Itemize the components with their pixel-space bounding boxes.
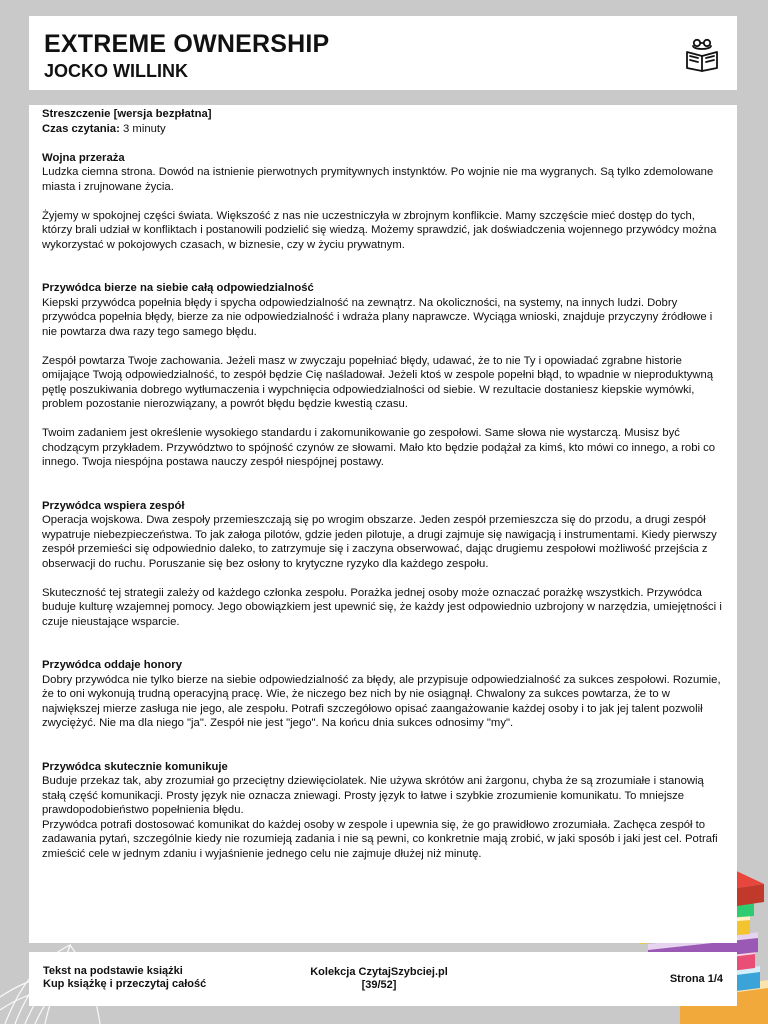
book-author: JOCKO WILLINK [44,61,188,81]
reading-time [42,122,724,137]
summary-content [29,105,737,943]
collection-name: Kolekcja CzytajSzybciej.pl [310,966,448,978]
section-title: Przywódca skutecznie komunikuje [42,760,228,773]
paragraph: Buduje przekaz tak, aby zrozumiał go przeciętny dziewięciolatek. Nie używa skrótów ani żargonu, chyba że są zrozumiałe i stanowią stałą część komunikacji. Prosty język nie oznacza zniewagi. Prosty język to łatwe i szybkie zrozumienie komunikatu. To mniejsze prawdopodobieństwo popełnienia błędu. [42,775,704,816]
section-odpowiedzialnosc [42,281,724,470]
paragraph: Kiepski przywódca popełnia błędy i spycha odpowiedzialność na zewnątrz. Na okoliczności, na systemy, na innych ludzi. Dobry przywódca popełnia błędy, bierze za nie odpowiedzialność i wdraża plany naprawcze. Wyciąga wnioski, znajduje przyczyny źródłowe i nie powtarza dwa razy tego samego błędu. [42,296,713,338]
page-number: Strona 1/4 [669,973,723,985]
footer-source-text: Tekst na podstawie książki [43,965,183,977]
section-title: Przywódca wspiera zespół [42,499,185,512]
paragraph: Zespół powtarza Twoje zachowania. Jeżeli masz w zwyczaju popełniać błędy, udawać, że to nie Ty i opowiadać zgrabne historie omijające Twoją odpowiedzialność, to zespół będzie Cię naśladował. Jeżeli ktoś w zespole popełni błąd, to wpadnie w nieproduktywną pętlę poszukiwania dobrego wytłumaczenia i wypchnięcia odpowiedzialności od siebie. W rezultacie dostaniesz kiepskie wymówki, problem pozostanie nierozwiązany, a powrót błędu będzie kwestią czasu. [42,354,714,410]
reader-with-book-icon [684,36,720,72]
paragraph: Dobry przywódca nie tylko bierze na siebie odpowiedzialność za błędy, ale przypisuje odpowiedzialność za sukces zespołowi. Rozumie, że to oni wykonują trudną operacyjną pracę. Wie, że niczego bez nich by nie osiągnął. Chwalony za sukces powtarza, że to w największej mierze zasługa nie jego, ale zespołu. Potrafi szczegółowo opisać zaangażowanie każdej osoby i to jak jej talent pozwolił zwyciężyć. Nie ma dla niego "ja". Zespół nie jest "jego". Na końcu dnia sukces odnosimy "my". [42,673,721,729]
paragraph: Przywódca potrafi dostosować komunikat do każdej osoby w zespole i upewnia się, że go prawidłowo zrozumiała. Zachęca zespół to zadawania pytań, szczególnie kiedy nie rozumieją zadania i nie są pewni, co konkretnie mają zrobić, w jaki sposób i jaki jest cel. Potrafi zmieścić cele w jednym zdaniu i wyjaśnienie jednego celu nie zajmuje dłużej niż minutę. [42,818,718,860]
footer-book-note [43,965,206,991]
paragraph: Żyjemy w spokojnej części świata. Większość z nas nie uczestniczyła w zbrojnym konflikcie. Mamy szczęście mieć dostęp do tych, którzy brali udział w konfliktach i postanowili podzielić się wiedzą. Możemy sprawdzić, jak doświadczenia wojennego przywódcy można wykorzystać w pokojowych czasach, w biznesie, czy w życiu prywatnym. [42,209,717,251]
section-wspiera-zespol [42,499,724,630]
footer-buy-text: Kup książkę i przeczytaj całość [43,978,207,990]
section-wojna [42,151,724,253]
paragraph: Twoim zadaniem jest określenie wysokiego standardu i zakomunikowanie go zespołowi. Same słowa nie wystarczą. Musisz być chodzącym przykładem. Przywództwo to spójność czynów ze słowami. Mało kto będzie podążał za kimś, kto mówi co innego, a robi co innego. Twoja niespójna postawa nauczy zespół niespójnej postawy. [42,427,716,468]
reading-time-label: Czas czytania: [42,122,120,135]
collection-index: [39/52] [361,979,397,991]
section-komunikuje [42,760,724,862]
section-title: Przywódca bierze na siebie całą odpowiedzialność [42,282,314,294]
footer-collection [279,966,479,992]
summary-label: Streszczenie [wersja bezpłatna] [42,108,212,120]
section-title: Wojna przeraża [42,151,125,164]
document-footer [29,952,737,1006]
reading-time-value: 3 minuty [119,122,166,135]
section-title: Przywódca oddaje honory [42,659,182,671]
paragraph: Skuteczność tej strategii zależy od każdego członka zespołu. Porażka jednej osoby może oznaczać porażkę wszystkich. Przywódca buduje kulturę wzajemnej pomocy. Jego obowiązkiem jest upewnić się, że każdy jest odpowiednio uzbrojony w narzędzia, umiejętności i czuje nieustające wsparcie. [42,586,722,628]
book-title: EXTREME OWNERSHIP [44,30,330,58]
section-oddaje-honory [42,658,724,731]
paragraph: Ludzka ciemna strona. Dowód na istnienie pierwotnych prymitywnych instynktów. Po wojnie nie ma wygranych. Są tylko zdemolowane miasta i zrujnowane życia. [42,166,714,193]
paragraph: Operacja wojskowa. Dwa zespoły przemieszczają się po wrogim obszarze. Jeden zespół przemieszcza się do przodu, a drugi zespół wypatruje niebezpieczeństwa. To jak załoga pilotów, gdzie jeden pilotuje, a drugi zajmuje się nawigacją i instrumentami. Kiedy pierwszy zespół przemieści się odpowiednio daleko, to zatrzymuje się i zaczyna obserwować, dając drugiemu zespołowi możliwość przejścia z obserwacji do ruchu. Poruszanie się bez osłony to krytyczne ryzyko dla każdego zespołu. [42,514,717,570]
document-header [29,16,737,90]
